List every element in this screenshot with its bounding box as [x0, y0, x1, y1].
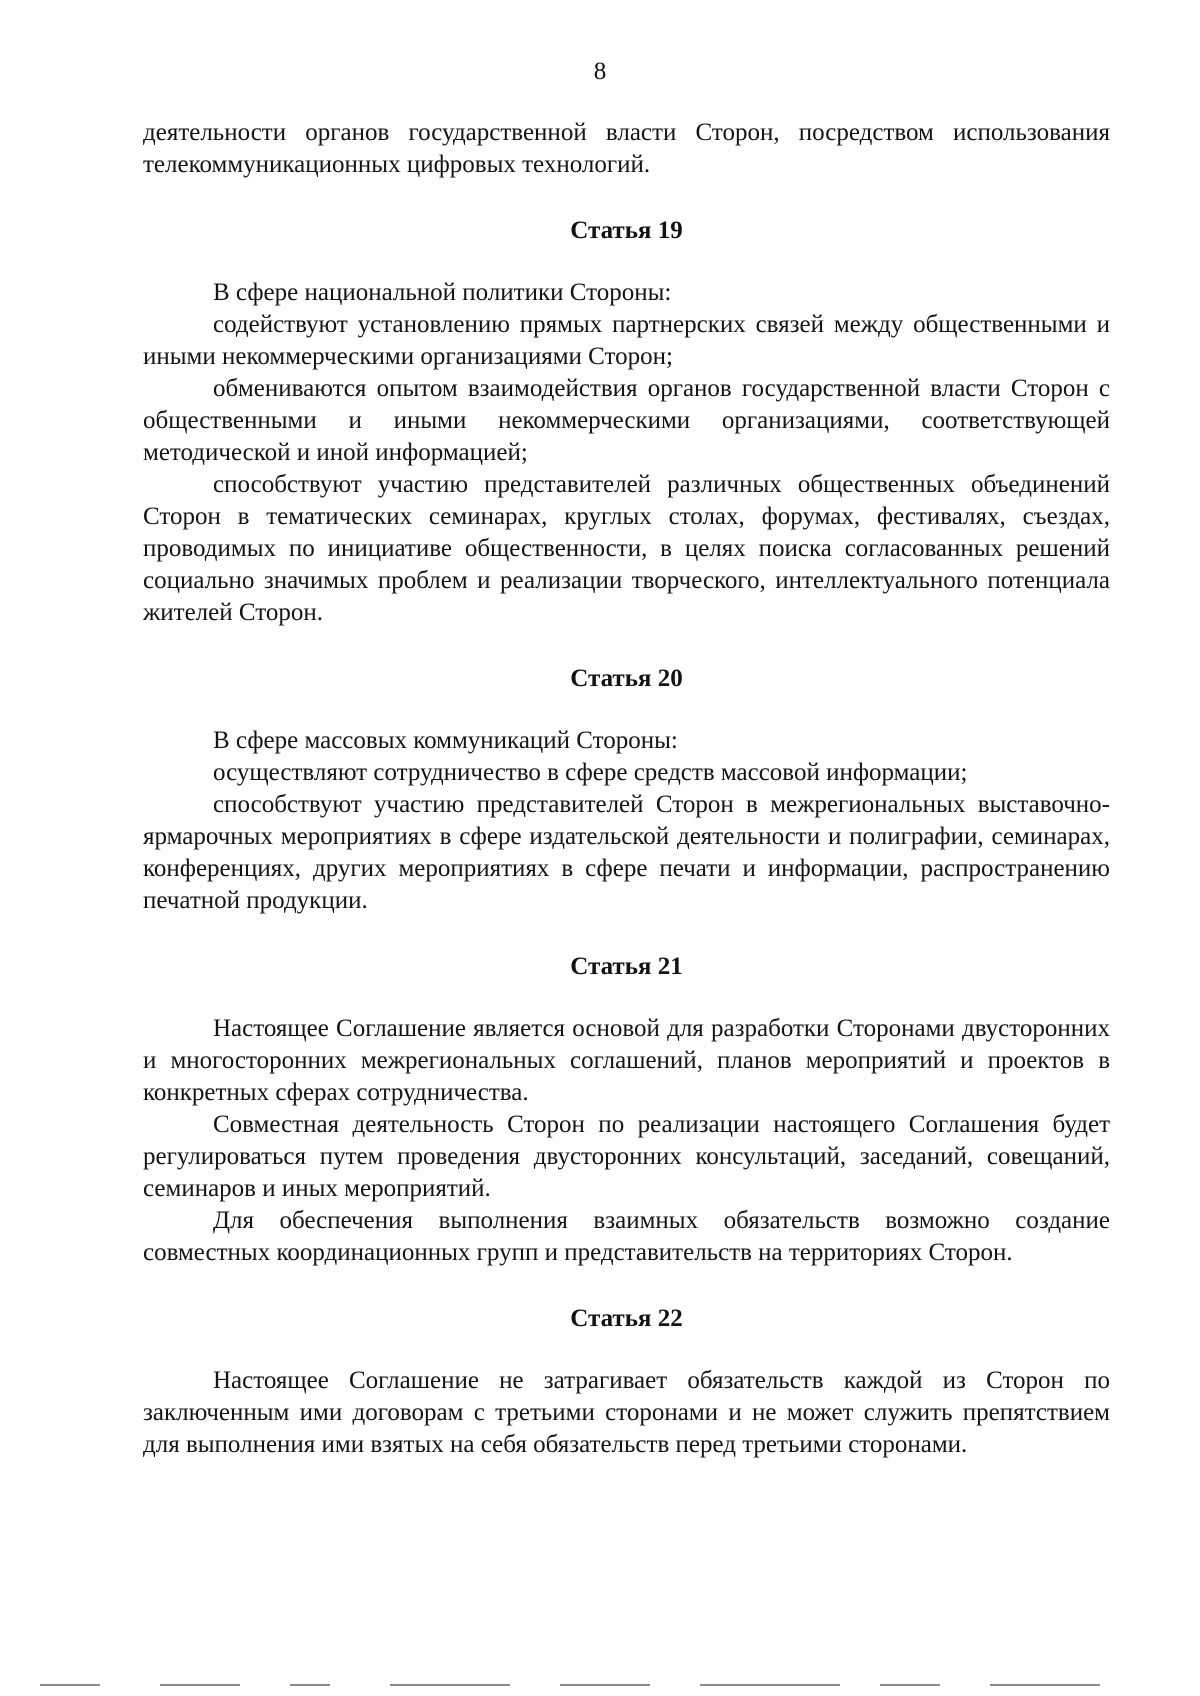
article-paragraph: Совместная деятельность Сторон по реализации настоящего Соглашения будет регулироваться путем проведения двусторонних консультаций, заседаний, совещаний, семинаров и иных мероприятий. [143, 1111, 1110, 1202]
article-22 [143, 1303, 1110, 1461]
article-heading: Статья 20 [570, 665, 683, 692]
article-paragraph: способствуют участию представителей различных общественных объединений Сторон в тематических семинарах, круглых столах, форумах, фестивалях, съездах, проводимых по инициативе общественности, в целях поиска согласованных решений социально значимых проблем и реализации творческого, интеллектуального потенциала жителей Сторон. [143, 471, 1110, 626]
article-paragraph: В сфере национальной политики Стороны: [213, 279, 672, 306]
article-paragraph: способствуют участию представителей Сторон в межрегиональных выставочно-ярмарочных мероприятиях в сфере издательской деятельности и полиграфии, семинарах, конференциях, других мероприятиях в сфере печати и информации, распространению печатной продукции. [143, 791, 1110, 914]
article-heading: Статья 19 [570, 217, 683, 244]
article-paragraph: В сфере массовых коммуникаций Стороны: [213, 727, 678, 754]
article-19 [143, 215, 1110, 629]
article-paragraph: Для обеспечения выполнения взаимных обязательств возможно создание совместных координационных групп и представительств на территориях Сторон. [143, 1207, 1110, 1266]
intro-paragraph: деятельности органов государственной власти Сторон, посредством использования телекоммуникационных цифровых технологий. [143, 119, 1110, 178]
article-21 [143, 951, 1110, 1269]
article-paragraph: обмениваются опытом взаимодействия органов государственной власти Сторон с общественными и иными некоммерческими организациями, соответствующей методической и иной информацией; [143, 375, 1110, 466]
article-paragraph: осуществляют сотрудничество в сфере средств массовой информации; [213, 759, 968, 786]
page-number: 8 [593, 58, 607, 85]
article-paragraph: Настоящее Соглашение не затрагивает обязательств каждой из Сторон по заключенным ими договорам с третьими сторонами и не может служить препятствием для выполнения ими взятых на себя обязательств перед третьими сторонами. [143, 1367, 1110, 1458]
document-body [143, 117, 1110, 1461]
article-paragraph: содействуют установлению прямых партнерских связей между общественными и иными некоммерческими организациями Сторон; [143, 311, 1110, 370]
article-paragraph: Настоящее Соглашение является основой для разработки Сторонами двусторонних и многосторонних межрегиональных соглашений, планов мероприятий и проектов в конкретных сферах сотрудничества. [143, 1015, 1110, 1106]
article-heading: Статья 22 [570, 1305, 683, 1332]
scan-edge-artifact [0, 1682, 1200, 1688]
article-heading: Статья 21 [570, 953, 683, 980]
article-20 [143, 663, 1110, 917]
